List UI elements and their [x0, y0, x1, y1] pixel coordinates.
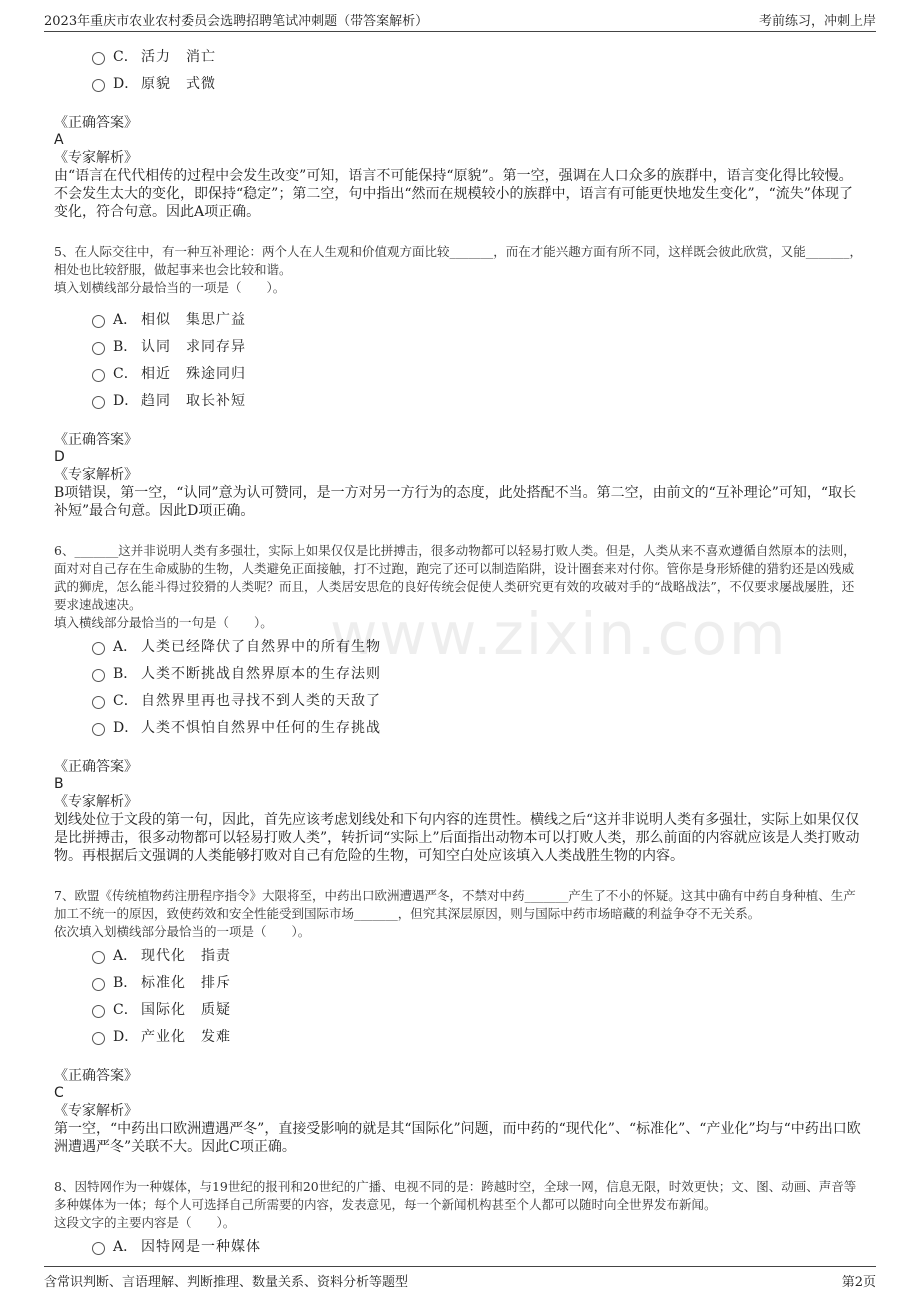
- radio-icon[interactable]: [92, 396, 105, 409]
- option-letter: D．: [113, 719, 139, 736]
- watermark: www.zixin.com: [330, 600, 788, 668]
- option-c[interactable]: [54, 42, 866, 69]
- option-c[interactable]: [54, 359, 866, 386]
- option-text: 认同 求同存异: [141, 338, 246, 355]
- document-title: 2023年重庆市农业农村委员会选聘招聘笔试冲刺题（带答案解析）: [44, 14, 429, 29]
- option-letter: B．: [113, 665, 138, 682]
- option-letter: D．: [113, 392, 139, 409]
- radio-icon[interactable]: [92, 79, 105, 92]
- option-text: 相似 集思广益: [141, 311, 246, 328]
- answer-label: 《正确答案》: [54, 1068, 138, 1084]
- radio-icon[interactable]: [92, 315, 105, 328]
- analysis-text: 由“语言在代代相传的过程中会发生改变”可知，语言不可能保持“原貌”。第一空，强调在人口众多的族群中，语言变化得比较慢。不会发生太大的变化，即保持“稳定”；第二空，句中指出“然而在规模较小的族群中，语言有可能更快地发生变化”，“流失”体现了变化，符合句意。因此A项正确。: [54, 168, 853, 220]
- footer-divider: [44, 1266, 876, 1267]
- analysis-label: 《专家解析》: [54, 150, 138, 166]
- option-letter: C．: [113, 1001, 138, 1018]
- footer-categories: 含常识判断、言语理解、判断推理、数量关系、资料分析等题型: [44, 1275, 409, 1290]
- option-letter: A．: [113, 638, 138, 655]
- option-text: 人类不断挑战自然界原本的生存法则: [141, 665, 381, 682]
- option-c[interactable]: [54, 995, 866, 1022]
- option-letter: C．: [113, 692, 138, 709]
- answer-label: 《正确答案》: [54, 115, 138, 131]
- analysis-label: 《专家解析》: [54, 794, 138, 810]
- radio-icon[interactable]: [92, 642, 105, 655]
- option-b[interactable]: [54, 968, 866, 995]
- option-b[interactable]: [54, 659, 866, 686]
- option-d[interactable]: [54, 713, 866, 740]
- answer-value: B: [54, 776, 64, 792]
- option-text: 因特网是一种媒体: [141, 1238, 261, 1255]
- option-a[interactable]: [54, 305, 866, 332]
- page-header: [0, 0, 920, 34]
- option-letter: A．: [113, 311, 138, 328]
- analysis-label: 《专家解析》: [54, 467, 138, 483]
- option-a[interactable]: [54, 941, 866, 968]
- analysis-label: 《专家解析》: [54, 1103, 138, 1119]
- option-letter: D．: [113, 75, 139, 92]
- page-content: [54, 42, 866, 1259]
- option-letter: B．: [113, 338, 138, 355]
- answer-value: D: [54, 449, 65, 465]
- option-letter: D．: [113, 1028, 139, 1045]
- radio-icon[interactable]: [92, 342, 105, 355]
- question-prompt: 这段文字的主要内容是（ ）。: [54, 1215, 236, 1230]
- option-b[interactable]: [54, 332, 866, 359]
- radio-icon[interactable]: [92, 369, 105, 382]
- option-text: 趋同 取长补短: [141, 392, 246, 409]
- question-prompt: 填入横线部分最恰当的一句是（ ）。: [54, 615, 273, 630]
- answer-label: 《正确答案》: [54, 432, 138, 448]
- option-d[interactable]: [54, 386, 866, 413]
- question-stem: 5、在人际交往中，有一种互补理论：两个人在人生观和价值观方面比较_______，而在才能兴趣方面有所不同，这样既会彼此欣赏，又能_______，相处也比较舒服，做起事来也会比较和谐。: [54, 244, 862, 277]
- radio-icon[interactable]: [92, 1005, 105, 1018]
- option-letter: A．: [113, 1238, 138, 1255]
- question-8: [54, 1178, 866, 1259]
- option-letter: C．: [113, 365, 138, 382]
- option-text: 原貌 式微: [141, 75, 216, 92]
- question-prompt: 填入划横线部分最恰当的一项是（ ）。: [54, 280, 286, 295]
- option-a[interactable]: [54, 1232, 866, 1259]
- option-text: 国际化 质疑: [141, 1001, 231, 1018]
- option-letter: A．: [113, 947, 138, 964]
- question-7: [54, 887, 866, 1156]
- question-4: [54, 42, 866, 221]
- radio-icon[interactable]: [92, 978, 105, 991]
- option-text: 人类已经降伏了自然界中的所有生物: [141, 638, 381, 655]
- analysis-text: 划线处位于文段的第一句，因此，首先应该考虑划线处和下句内容的连贯性。横线之后“这并非说明人类有多强壮，实际上如果仅仅是比拼搏击，很多动物都可以轻易打败人类”，转折词“实际上”后面指出动物本可以打败人类，那么前面的内容就应该是人类打败动物。再根据后文强调的人类能够打败对自己有危险的生物，可知空白处应该填入人类战胜生物的内容。: [54, 812, 860, 864]
- question-5: [54, 243, 866, 520]
- header-divider: [44, 31, 876, 32]
- analysis-text: B项错误，第一空，“认同”意为认可赞同，是一方对另一方行为的态度，此处搭配不当。第二空，由前文的“互补理论”可知，“取长补短”最合句意。因此D项正确。: [54, 485, 857, 519]
- radio-icon[interactable]: [92, 1242, 105, 1255]
- option-text: 标准化 排斥: [141, 974, 231, 991]
- option-text: 相近 殊途同归: [141, 365, 246, 382]
- radio-icon[interactable]: [92, 1032, 105, 1045]
- answer-value: C: [54, 1085, 64, 1101]
- option-d[interactable]: [54, 1022, 866, 1049]
- option-text: 自然界里再也寻找不到人类的天敌了: [141, 692, 381, 709]
- header-slogan: 考前练习，冲刺上岸: [758, 14, 876, 29]
- question-prompt: 依次填入划横线部分最恰当的一项是（ ）。: [54, 924, 311, 939]
- option-text: 现代化 指责: [141, 947, 231, 964]
- radio-icon[interactable]: [92, 696, 105, 709]
- radio-icon[interactable]: [92, 669, 105, 682]
- option-letter: B．: [113, 974, 138, 991]
- option-c[interactable]: [54, 686, 866, 713]
- radio-icon[interactable]: [92, 723, 105, 736]
- question-6: [54, 542, 866, 865]
- option-letter: C．: [113, 48, 138, 65]
- question-stem: 8、因特网作为一种媒体，与19世纪的报刊和20世纪的广播、电视不同的是：跨越时空，全球一网，信息无限，时效更快；文、图、动画、声音等多种媒体为一体；每个人可选择自己所需要的内容，发表意见，每一个新闻机构甚至个人都可以随时向全世界发布新闻。: [54, 1179, 857, 1212]
- page-number: 第2页: [841, 1275, 876, 1290]
- radio-icon[interactable]: [92, 52, 105, 65]
- answer-label: 《正确答案》: [54, 759, 138, 775]
- radio-icon[interactable]: [92, 951, 105, 964]
- answer-value: A: [54, 132, 64, 148]
- analysis-text: 第一空，“中药出口欧洲遭遇严冬”，直接受影响的就是其“国际化”问题，而中药的“现代化”、“标准化”、“产业化”均与“中药出口欧洲遭遇严冬”关联不大。因此C项正确。: [54, 1121, 861, 1155]
- option-text: 人类不惧怕自然界中任何的生存挑战: [141, 719, 381, 736]
- option-d[interactable]: [54, 69, 866, 96]
- question-stem: 6、_______这并非说明人类有多强壮，实际上如果仅仅是比拼搏击，很多动物都可以轻易打败人类。但是，人类从来不喜欢遵循自然原本的法则，面对对自己存在生命威胁的生物，人类避免正面接触，打不过跑，跑完了还可以制造陷阱，设计圈套来对付你。管你是身形矫健的猎豹还是凶残威武的狮虎，怎么能斗得过狡猾的人类呢？而且，人类居安思危的良好传统会促使人类研究更有效的攻破对手的“战略战法”，不仅要求屡战屡胜，还要求速战速决。: [54, 543, 856, 612]
- question-stem: 7、欧盟《传统植物药注册程序指令》大限将至，中药出口欧洲遭遇严冬，不禁对中药_______产生了不小的怀疑。这其中确有中药自身种植、生产加工不统一的原因，致使药效和安全性能受到国际市场_______，但究其深层原因，则与国际中药市场暗藏的利益争夺不无关系。: [54, 888, 856, 921]
- option-text: 活力 消亡: [141, 48, 216, 65]
- option-text: 产业化 发难: [141, 1028, 231, 1045]
- option-a[interactable]: [54, 632, 866, 659]
